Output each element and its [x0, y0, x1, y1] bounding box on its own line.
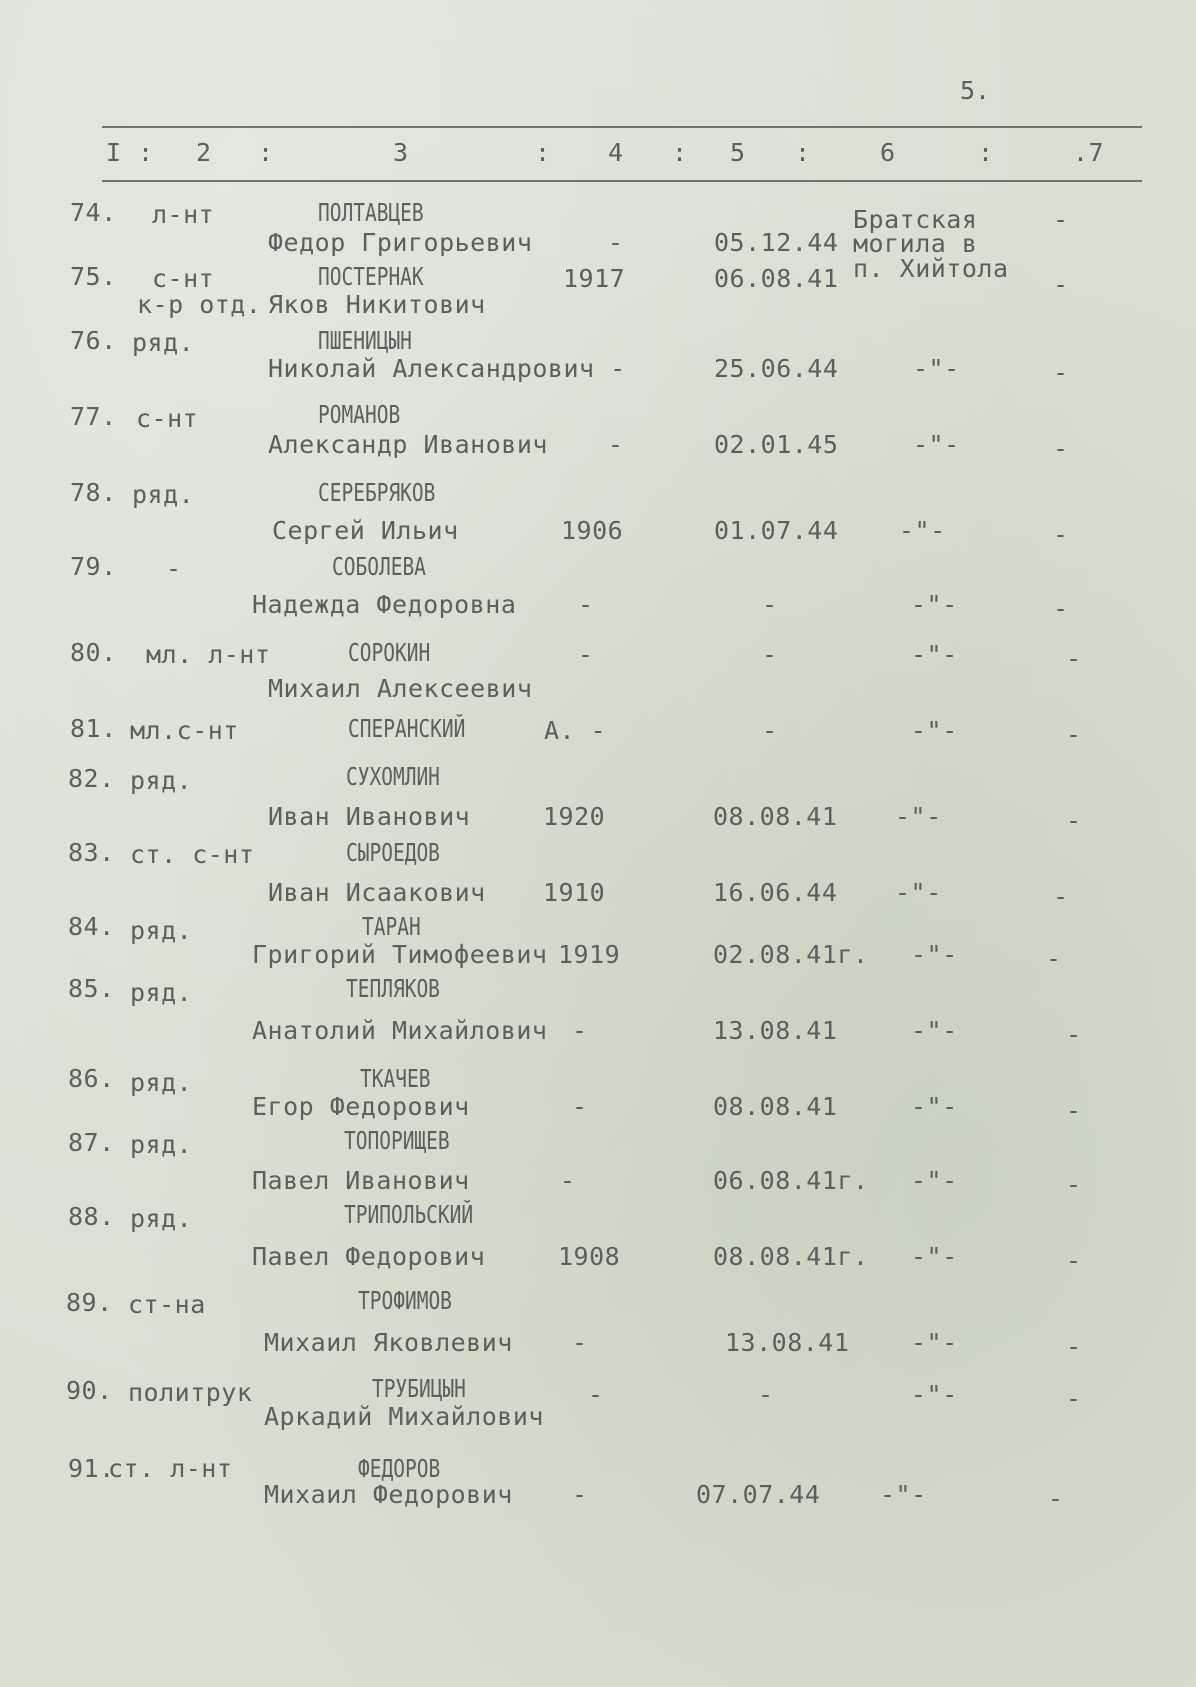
row-last: - — [1066, 1096, 1082, 1125]
row-given-name: Яков Никитович — [268, 290, 486, 319]
row-year: 1917 — [563, 264, 626, 293]
row-rank: л-нт — [152, 200, 215, 229]
row-rank: ряд. — [130, 1204, 193, 1233]
row-last: - — [1066, 1170, 1082, 1199]
header-col-7: .7 — [1073, 138, 1105, 167]
row-surname: РОМАНОВ — [318, 400, 401, 429]
page-number: 5. — [960, 76, 991, 105]
row-surname: СОБОЛЕВА — [332, 552, 426, 581]
header-col-4: 4 — [608, 138, 624, 167]
row-num: 75. — [70, 262, 117, 291]
row-date: 13.08.41 — [725, 1328, 850, 1357]
row-surname: ТРИПОЛЬСКИЙ — [344, 1200, 474, 1229]
row-num: 77. — [70, 402, 117, 431]
row-given-name: Александр Иванович — [268, 430, 548, 459]
row-num: 85. — [68, 974, 115, 1003]
row-place: -"- — [911, 590, 958, 619]
row-given-name: А. - — [544, 716, 607, 745]
row-surname: ПШЕНИЦЫН — [318, 326, 412, 355]
row-last: - — [1066, 644, 1082, 673]
row-rank: ряд. — [130, 1130, 193, 1159]
row-surname: ТРОФИМОВ — [358, 1286, 452, 1315]
row-place: -"- — [895, 802, 942, 831]
header-rule-bottom — [102, 180, 1142, 182]
row-rank: ст. л-нт — [108, 1454, 233, 1483]
row-num: 83. — [68, 838, 115, 867]
row-rank: ряд. — [130, 766, 193, 795]
row-rank: мл.с-нт — [130, 716, 239, 745]
row-date: 25.06.44 — [714, 354, 839, 383]
row-date: 16.06.44 — [713, 878, 838, 907]
row-surname: ТРУБИЦЫН — [372, 1374, 466, 1403]
row-date: - — [762, 716, 778, 745]
row-given-name: Сергей Ильич — [272, 516, 459, 545]
row-date: 02.01.45 — [714, 430, 839, 459]
row-surname: ПОСТЕРНАК — [318, 262, 424, 291]
row-last: - — [1053, 358, 1069, 387]
row-surname: СЫРОЕДОВ — [346, 838, 440, 867]
row-given-name: Федор Григорьевич — [268, 228, 533, 257]
row-place: -"- — [911, 940, 958, 969]
row-last: - — [1066, 720, 1082, 749]
row-given-name: Анатолий Михайлович — [252, 1016, 548, 1045]
row-rank: ряд. — [130, 916, 193, 945]
row-num: 80. — [70, 638, 117, 667]
header-col-1: I — [106, 138, 122, 167]
row-year: 1919 — [558, 940, 621, 969]
row-place: -"- — [880, 1480, 927, 1509]
row-date: - — [758, 1380, 774, 1409]
row-year: - — [572, 1016, 588, 1045]
row-year: 1910 — [543, 878, 606, 907]
row-num: 79. — [70, 552, 117, 581]
row-given-name: Аркадий Михайлович — [264, 1402, 544, 1431]
row-given-name: Михаил Федорович — [264, 1480, 513, 1509]
row-year: - — [578, 590, 594, 619]
row-last: - — [1066, 1384, 1082, 1413]
row-rank: с-нт — [152, 264, 215, 293]
row-date: 06.08.41г. — [713, 1166, 869, 1195]
row-last: - — [1053, 594, 1069, 623]
row-given-name: Иван Исаакович — [268, 878, 486, 907]
row-surname: СОРОКИН — [348, 638, 431, 667]
header-sep: : — [672, 138, 688, 167]
row-place: -"- — [911, 1328, 958, 1357]
row-date: 08.08.41г. — [713, 1242, 869, 1271]
row-surname: ТКАЧЕВ — [360, 1064, 431, 1093]
row-rank: ряд. — [130, 1068, 193, 1097]
row-year: - — [572, 1480, 588, 1509]
header-col-3: 3 — [393, 138, 409, 167]
row-num: 76. — [70, 326, 117, 355]
row-num: 84. — [68, 912, 115, 941]
row-num: 78. — [70, 478, 117, 507]
row-date: 08.08.41 — [713, 1092, 838, 1121]
row-num: 86. — [68, 1064, 115, 1093]
row-last: - — [1053, 882, 1069, 911]
row-given-name: Григорий Тимофеевич — [252, 940, 548, 969]
row-surname: СУХОМЛИН — [346, 762, 440, 791]
row-surname: ТАРАН — [362, 912, 421, 941]
row-place: -"- — [911, 1092, 958, 1121]
row-num: 88. — [68, 1202, 115, 1231]
row-year: - — [608, 228, 624, 257]
header-sep: : — [795, 138, 811, 167]
header-col-6: 6 — [880, 138, 896, 167]
row-last: - — [1046, 944, 1062, 973]
row-place: -"- — [911, 1166, 958, 1195]
burial-note-line-1: Братская — [853, 205, 978, 234]
row-last: - — [1053, 205, 1069, 234]
row-last: - — [1053, 520, 1069, 549]
row-year: - — [572, 1092, 588, 1121]
row-given-name: Николай Александрович - — [268, 354, 626, 383]
header-sep: : — [258, 138, 274, 167]
row-given-name: Надежда Федоровна — [252, 590, 517, 619]
row-num: 89. — [66, 1288, 113, 1317]
row-given-name: Михаил Яковлевич — [264, 1328, 513, 1357]
row-place: -"- — [895, 878, 942, 907]
row-date: 01.07.44 — [714, 516, 839, 545]
row-rank: ст. с-нт — [130, 840, 255, 869]
row-rank: политрук — [128, 1378, 253, 1407]
row-rank: с-нт — [136, 404, 199, 433]
row-given-name: Павел Иванович — [252, 1166, 470, 1195]
row-date: 08.08.41 — [713, 802, 838, 831]
row-place: -"- — [911, 716, 958, 745]
row-rank: ст-на — [128, 1290, 206, 1319]
row-last: - — [1053, 270, 1069, 299]
row-year: 1920 — [543, 802, 606, 831]
row-rank: ряд. — [132, 480, 195, 509]
row-date: - — [762, 640, 778, 669]
row-num: 74. — [70, 198, 117, 227]
row-num: 91. — [68, 1454, 115, 1483]
row-rank: мл. л-нт — [146, 640, 271, 669]
row-surname: СЕРЕБРЯКОВ — [318, 478, 436, 507]
row-num: 82. — [68, 764, 115, 793]
row-last: - — [1066, 1246, 1082, 1275]
row-date: 06.08.41 — [714, 264, 839, 293]
row-rank-2: к-р отд. — [137, 290, 262, 319]
row-rank: ряд. — [130, 978, 193, 1007]
row-rank: - — [166, 554, 182, 583]
row-last: - — [1066, 1020, 1082, 1049]
burial-note-line-2: могила в — [853, 229, 978, 258]
row-date: 02.08.41г. — [713, 940, 869, 969]
row-surname: ФЕДОРОВ — [358, 1454, 441, 1483]
header-col-5: 5 — [730, 138, 746, 167]
row-year: - — [560, 1166, 576, 1195]
row-date: 05.12.44 — [714, 228, 839, 257]
row-num: 87. — [68, 1128, 115, 1157]
header-sep: : — [138, 138, 154, 167]
row-given-name: Иван Иванович — [268, 802, 471, 831]
row-place: -"- — [899, 516, 946, 545]
row-place: -"- — [911, 1380, 958, 1409]
row-last: - — [1066, 806, 1082, 835]
row-num: 90. — [66, 1376, 113, 1405]
row-given-name: Егор Федорович — [252, 1092, 470, 1121]
header-sep: : — [535, 138, 551, 167]
row-place: -"- — [913, 430, 960, 459]
row-year: - — [608, 430, 624, 459]
row-year: 1908 — [558, 1242, 621, 1271]
header-rule-top — [102, 126, 1142, 128]
row-rank: ряд. — [132, 328, 195, 357]
burial-note-line-3: п. Хийтола — [853, 254, 1009, 283]
row-place: -"- — [911, 640, 958, 669]
row-place: -"- — [911, 1016, 958, 1045]
row-year: - — [588, 1380, 604, 1409]
row-given-name: Михаил Алексеевич — [268, 674, 533, 703]
row-surname: ПОЛТАВЦЕВ — [318, 198, 424, 227]
row-surname: ТОПОРИЩЕВ — [344, 1126, 450, 1155]
row-last: - — [1066, 1332, 1082, 1361]
row-year: 1906 — [561, 516, 624, 545]
row-surname: ТЕПЛЯКОВ — [346, 974, 440, 1003]
row-last: - — [1053, 434, 1069, 463]
row-place: -"- — [913, 354, 960, 383]
row-last: - — [1048, 1484, 1064, 1513]
row-date: 13.08.41 — [713, 1016, 838, 1045]
row-date: 07.07.44 — [696, 1480, 821, 1509]
header-sep: : — [978, 138, 994, 167]
row-year: - — [572, 1328, 588, 1357]
row-surname: СПЕРАНСКИЙ — [348, 714, 466, 743]
row-date: - — [762, 590, 778, 619]
row-year: - — [578, 640, 594, 669]
header-col-2: 2 — [196, 138, 212, 167]
row-num: 81. — [70, 714, 117, 743]
row-given-name: Павел Федорович — [252, 1242, 486, 1271]
row-place: -"- — [911, 1242, 958, 1271]
